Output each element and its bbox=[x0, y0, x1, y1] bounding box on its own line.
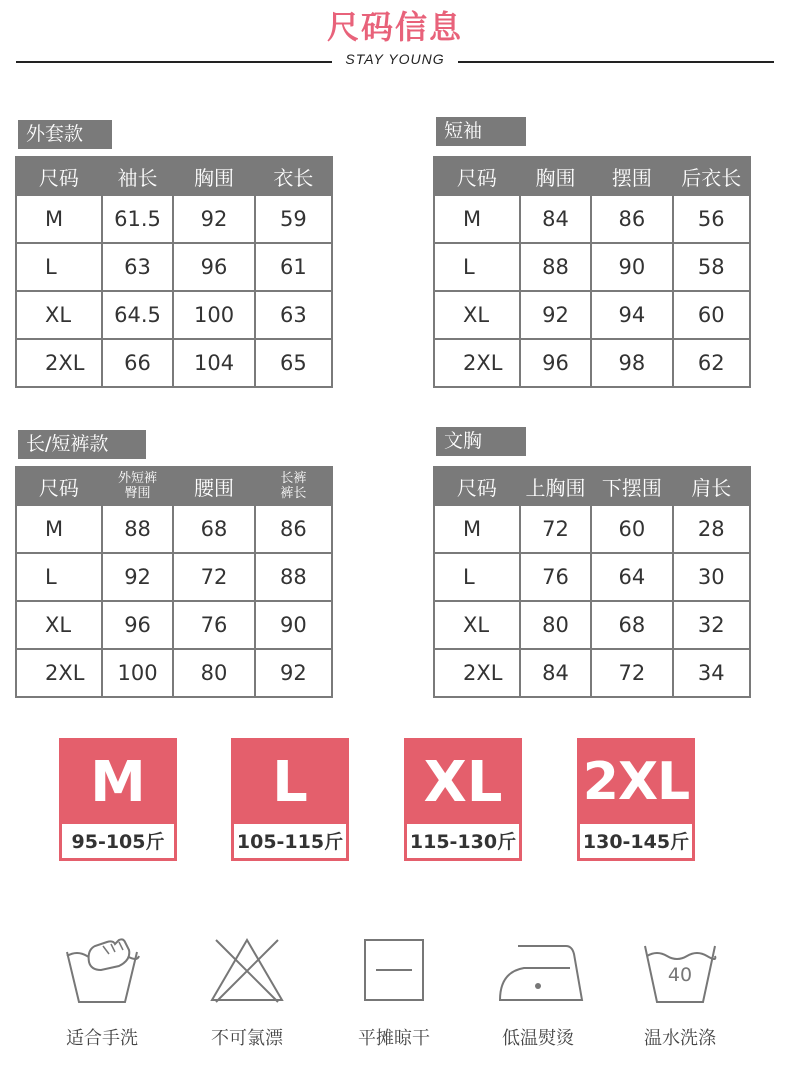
table-cell: 66 bbox=[102, 339, 174, 387]
table-cell: 80 bbox=[173, 649, 254, 697]
badge-size: XL bbox=[407, 741, 519, 824]
table-cell: 2XL bbox=[16, 649, 102, 697]
badge-weight: 115-130斤 bbox=[409, 831, 517, 853]
table-cell: XL bbox=[16, 601, 102, 649]
table-cell: 28 bbox=[673, 505, 750, 553]
table-row bbox=[434, 291, 750, 339]
header-line: 外短裤 bbox=[118, 471, 158, 486]
table-row bbox=[16, 553, 332, 601]
size-badge-xl bbox=[404, 738, 522, 861]
care-label: 低温熨烫 bbox=[502, 1028, 574, 1049]
header-cell bbox=[255, 467, 332, 505]
table-cell: XL bbox=[16, 291, 102, 339]
table-cell: 92 bbox=[102, 553, 174, 601]
table-row bbox=[16, 243, 332, 291]
table-header-row bbox=[16, 467, 332, 505]
header-cell: 尺码 bbox=[434, 467, 520, 505]
table-cell: 56 bbox=[673, 195, 750, 243]
size-badge-m bbox=[59, 738, 177, 861]
care-label: 平摊晾干 bbox=[358, 1028, 430, 1049]
dry-flat-icon bbox=[344, 932, 444, 1008]
table-cell: 100 bbox=[173, 291, 254, 339]
header-cell: 胸围 bbox=[520, 157, 591, 195]
table-cell: 90 bbox=[255, 601, 332, 649]
table-row bbox=[434, 243, 750, 291]
header-cell: 胸围 bbox=[173, 157, 254, 195]
header-cell: 下摆围 bbox=[591, 467, 672, 505]
table-cell: 65 bbox=[255, 339, 332, 387]
table-cell: 84 bbox=[520, 649, 591, 697]
header-cell: 肩长 bbox=[673, 467, 750, 505]
table-cell: 84 bbox=[520, 195, 591, 243]
header-cell: 上胸围 bbox=[520, 467, 591, 505]
table-cell: 90 bbox=[591, 243, 672, 291]
size-badge-2xl bbox=[577, 738, 695, 861]
bra-section-label: 文胸 bbox=[436, 427, 526, 456]
header-cell: 尺码 bbox=[16, 467, 102, 505]
care-no-bleach bbox=[197, 932, 297, 1050]
table-header-row bbox=[434, 467, 750, 505]
table-row bbox=[434, 601, 750, 649]
table-cell: XL bbox=[434, 291, 520, 339]
care-dry-flat bbox=[344, 932, 444, 1050]
table-row bbox=[434, 505, 750, 553]
table-cell: 64.5 bbox=[102, 291, 174, 339]
table-row bbox=[434, 339, 750, 387]
table-cell: 72 bbox=[520, 505, 591, 553]
table-row bbox=[16, 291, 332, 339]
table-row bbox=[16, 339, 332, 387]
header-cell: 摆围 bbox=[591, 157, 672, 195]
table-cell: M bbox=[16, 195, 102, 243]
table-cell: 86 bbox=[255, 505, 332, 553]
table-cell: L bbox=[16, 553, 102, 601]
table-cell: 98 bbox=[591, 339, 672, 387]
table-cell: 64 bbox=[591, 553, 672, 601]
header-cell: 尺码 bbox=[16, 157, 102, 195]
table-cell: 62 bbox=[673, 339, 750, 387]
table-cell: M bbox=[434, 195, 520, 243]
badge-weight: 130-145斤 bbox=[582, 831, 690, 853]
care-hand-wash bbox=[52, 932, 152, 1050]
badge-size: 2XL bbox=[580, 741, 692, 824]
table-header-row bbox=[434, 157, 750, 195]
table-cell: 86 bbox=[591, 195, 672, 243]
table-header-row bbox=[16, 157, 332, 195]
table-cell: XL bbox=[434, 601, 520, 649]
wash-temperature: 40 bbox=[667, 964, 693, 986]
table-cell: 94 bbox=[591, 291, 672, 339]
header-cell: 腰围 bbox=[173, 467, 254, 505]
table-row bbox=[16, 505, 332, 553]
table-cell: 100 bbox=[102, 649, 174, 697]
header-line: 长裤 bbox=[280, 471, 307, 486]
table-cell: 72 bbox=[591, 649, 672, 697]
table-cell: 92 bbox=[520, 291, 591, 339]
table-cell: 96 bbox=[102, 601, 174, 649]
header-cell: 尺码 bbox=[434, 157, 520, 195]
header-line: 臀围 bbox=[124, 486, 151, 501]
bra-size-table bbox=[433, 466, 751, 698]
table-cell: 80 bbox=[520, 601, 591, 649]
badge-weight: 95-105斤 bbox=[71, 831, 165, 853]
divider-left bbox=[16, 61, 332, 63]
table-cell: 76 bbox=[520, 553, 591, 601]
table-cell: 58 bbox=[673, 243, 750, 291]
wash-40-icon bbox=[635, 932, 725, 1008]
short-sleeve-size-table bbox=[433, 156, 751, 388]
table-row bbox=[16, 195, 332, 243]
table-row bbox=[434, 553, 750, 601]
iron-low-icon bbox=[488, 932, 588, 1008]
care-wash-40 bbox=[630, 932, 730, 1050]
table-cell: 63 bbox=[255, 291, 332, 339]
care-label: 温水洗涤 bbox=[644, 1028, 716, 1049]
no-bleach-icon bbox=[197, 932, 297, 1008]
table-cell: 68 bbox=[173, 505, 254, 553]
header-cell: 衣长 bbox=[255, 157, 332, 195]
pants-size-table bbox=[15, 466, 333, 698]
table-cell: L bbox=[434, 243, 520, 291]
table-cell: 88 bbox=[520, 243, 591, 291]
badge-weight: 105-115斤 bbox=[236, 831, 344, 853]
table-row bbox=[16, 601, 332, 649]
care-iron-low bbox=[488, 932, 588, 1050]
table-cell: 59 bbox=[255, 195, 332, 243]
table-cell: 96 bbox=[520, 339, 591, 387]
table-cell: 34 bbox=[673, 649, 750, 697]
short-sleeve-section-label: 短袖 bbox=[436, 117, 526, 146]
table-cell: 88 bbox=[102, 505, 174, 553]
badge-size: L bbox=[234, 741, 346, 824]
table-cell: 63 bbox=[102, 243, 174, 291]
table-cell: 2XL bbox=[16, 339, 102, 387]
table-cell: 92 bbox=[255, 649, 332, 697]
table-cell: 96 bbox=[173, 243, 254, 291]
care-label: 不可氯漂 bbox=[211, 1028, 283, 1049]
table-cell: 76 bbox=[173, 601, 254, 649]
table-cell: 92 bbox=[173, 195, 254, 243]
table-cell: 30 bbox=[673, 553, 750, 601]
table-cell: 32 bbox=[673, 601, 750, 649]
table-cell: M bbox=[434, 505, 520, 553]
table-cell: M bbox=[16, 505, 102, 553]
table-cell: 2XL bbox=[434, 649, 520, 697]
table-cell: 61 bbox=[255, 243, 332, 291]
table-cell: 68 bbox=[591, 601, 672, 649]
table-cell: 60 bbox=[591, 505, 672, 553]
table-cell: L bbox=[434, 553, 520, 601]
table-cell: L bbox=[16, 243, 102, 291]
jacket-size-table bbox=[15, 156, 333, 388]
table-row bbox=[16, 649, 332, 697]
table-cell: 2XL bbox=[434, 339, 520, 387]
page-subtitle: STAY YOUNG bbox=[345, 51, 445, 67]
header-cell: 后衣长 bbox=[673, 157, 750, 195]
table-cell: 88 bbox=[255, 553, 332, 601]
table-cell: 72 bbox=[173, 553, 254, 601]
table-cell: 61.5 bbox=[102, 195, 174, 243]
header-cell bbox=[102, 467, 174, 505]
table-cell: 60 bbox=[673, 291, 750, 339]
divider-right bbox=[458, 61, 774, 63]
badge-size: M bbox=[62, 741, 174, 824]
care-label: 适合手洗 bbox=[66, 1028, 138, 1049]
table-row bbox=[434, 195, 750, 243]
table-row bbox=[434, 649, 750, 697]
size-badge-l bbox=[231, 738, 349, 861]
pants-section-label: 长/短裤款 bbox=[18, 430, 146, 459]
jacket-section-label: 外套款 bbox=[18, 120, 112, 149]
page-title: 尺码信息 bbox=[326, 8, 463, 46]
header-cell: 袖长 bbox=[102, 157, 174, 195]
table-cell: 104 bbox=[173, 339, 254, 387]
hand-wash-icon bbox=[52, 932, 152, 1008]
header-line: 裤长 bbox=[280, 486, 307, 501]
